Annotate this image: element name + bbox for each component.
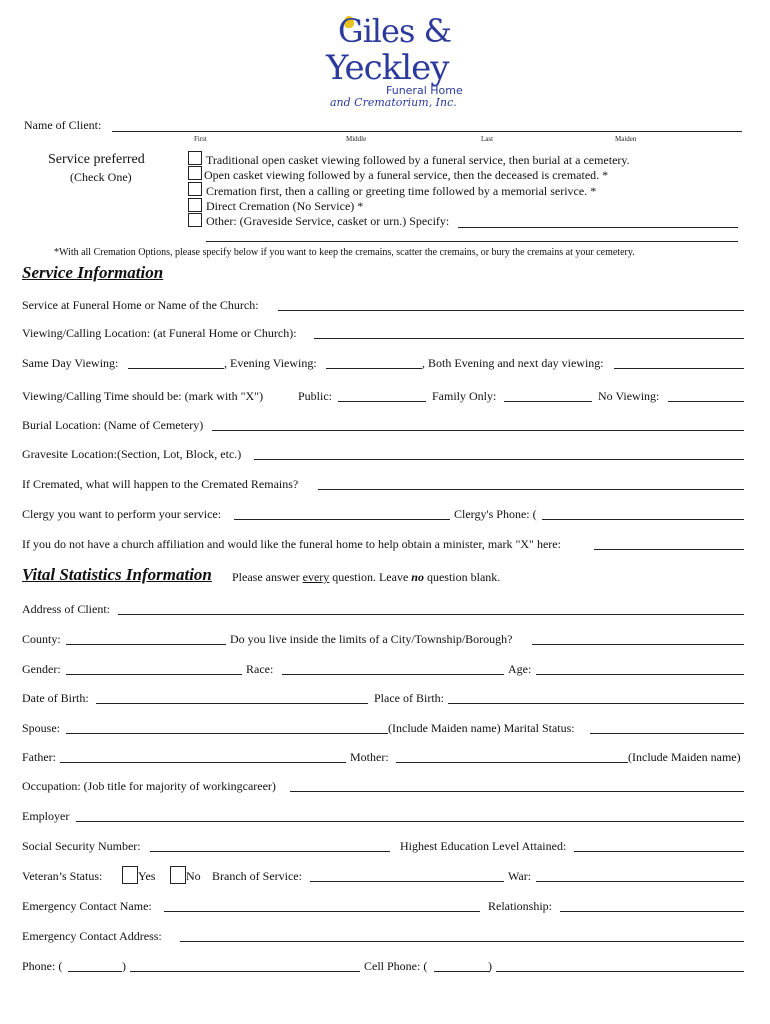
age-field[interactable] [536, 674, 744, 675]
veteran-yes-checkbox[interactable] [122, 866, 138, 884]
county-label: County: [22, 632, 61, 646]
race-field[interactable] [282, 674, 504, 675]
inside-limits-label: Do you live inside the limits of a City/Township/Borough? [230, 632, 513, 646]
pob-field[interactable] [448, 703, 744, 704]
emergency-name-field[interactable] [164, 911, 480, 912]
father-label: Father: [22, 750, 56, 764]
logo-line-1: Giles & [338, 12, 452, 50]
education-field[interactable] [574, 851, 744, 852]
instr-part-3: question blank. [426, 570, 501, 584]
cell-field[interactable] [496, 971, 744, 972]
inside-limits-field[interactable] [532, 644, 744, 645]
mother-label: Mother: [350, 750, 389, 764]
calling-location-label: Viewing/Calling Location: (at Funeral Home or Church): [22, 326, 297, 340]
both-label: , Both Evening and next day viewing: [422, 356, 604, 370]
emergency-address-label: Emergency Contact Address: [22, 929, 162, 943]
dob-label: Date of Birth: [22, 691, 89, 705]
ssn-field[interactable] [150, 851, 390, 852]
spouse-note: (Include Maiden name) Marital Status: [388, 721, 575, 735]
cremated-label: If Cremated, what will happen to the Cremated Remains? [22, 477, 299, 491]
clergy-field[interactable] [234, 519, 450, 520]
war-field[interactable] [536, 881, 744, 882]
veteran-label: Veteran’s Status: [22, 869, 103, 883]
employer-field[interactable] [76, 821, 744, 822]
emergency-address-field[interactable] [180, 941, 744, 942]
phone-area-field[interactable] [68, 971, 122, 972]
service-option-4-checkbox[interactable] [188, 198, 202, 212]
evening-field[interactable] [326, 368, 422, 369]
spouse-field[interactable] [66, 733, 388, 734]
branch-label: Branch of Service: [212, 869, 302, 883]
church-field[interactable] [594, 549, 744, 550]
service-option-5-checkbox[interactable] [188, 213, 202, 227]
first-caption: First [194, 135, 207, 143]
race-label: Race: [246, 662, 274, 676]
cremation-note: *With all Cremation Options, please specify below if you want to keep the cremains, scatter the cremains, or bury the cremains at your cemetery. [54, 247, 635, 258]
gravesite-field[interactable] [254, 459, 744, 460]
ssn-label: Social Security Number: [22, 839, 141, 853]
both-field[interactable] [614, 368, 744, 369]
family-only-field[interactable] [504, 401, 592, 402]
same-day-field[interactable] [128, 368, 224, 369]
instr-part-1: Please answer [232, 570, 300, 584]
address-label: Address of Client: [22, 602, 110, 616]
family-only-label: Family Only: [432, 389, 497, 403]
funeral-home-label: Service at Funeral Home or Name of the Church: [22, 298, 259, 312]
service-option-2-label: Open casket viewing followed by a funeral service, then the deceased is cremated. * [204, 168, 609, 182]
relationship-label: Relationship: [488, 899, 552, 913]
logo-line-2: Yeckley [326, 48, 449, 88]
gender-label: Gender: [22, 662, 61, 676]
marital-status-field[interactable] [590, 733, 744, 734]
service-option-2-checkbox[interactable] [188, 166, 202, 180]
service-option-4-label: Direct Cremation (No Service) * [206, 199, 364, 213]
cremated-field[interactable] [318, 489, 744, 490]
service-preferred-subtitle: (Check One) [70, 170, 132, 184]
service-option-1-checkbox[interactable] [188, 151, 202, 165]
phone-close: ) [122, 959, 126, 973]
instr-every: every [302, 570, 330, 584]
clergy-label: Clergy you want to perform your service: [22, 507, 222, 521]
pob-label: Place of Birth: [374, 691, 444, 705]
instr-no: no [411, 570, 424, 584]
dob-field[interactable] [96, 703, 368, 704]
service-option-1-label: Traditional open casket viewing followed by a funeral service, then burial at a cemetery. [206, 153, 630, 167]
service-option-3-label: Cremation first, then a calling or greeting time followed by a memorial serivce. * [206, 184, 597, 198]
age-label: Age: [508, 662, 532, 676]
vital-title: Vital Statistics Information [22, 565, 212, 584]
logo-line-3: Funeral Home [386, 84, 463, 97]
service-option-5-label: Other: (Graveside Service, casket or urn.) Specify: [206, 214, 450, 228]
client-name-label: Name of Client: [24, 118, 102, 132]
logo-line-4: and Crematorium, Inc. [330, 96, 457, 109]
maiden-caption: Maiden [615, 135, 637, 143]
no-viewing-label: No Viewing: [598, 389, 660, 403]
instr-part-2: question. Leave [332, 570, 409, 584]
gender-field[interactable] [66, 674, 242, 675]
burial-field[interactable] [212, 430, 744, 431]
client-name-field[interactable] [112, 131, 742, 132]
service-other-field-2[interactable] [206, 241, 738, 242]
calling-location-field[interactable] [314, 338, 744, 339]
phone-label: Phone: ( [22, 959, 63, 973]
last-caption: Last [481, 135, 494, 143]
middle-caption: Middle [346, 135, 367, 143]
clergy-phone-field[interactable] [542, 519, 744, 520]
relationship-field[interactable] [560, 911, 744, 912]
funeral-home-field[interactable] [278, 310, 744, 311]
county-field[interactable] [66, 644, 226, 645]
employer-label: Employer [22, 809, 70, 823]
evening-label: , Evening Viewing: [224, 356, 317, 370]
cell-label: Cell Phone: ( [364, 959, 428, 973]
emergency-name-label: Emergency Contact Name: [22, 899, 152, 913]
cell-area-field[interactable] [434, 971, 490, 972]
cell-close: ) [488, 959, 492, 973]
occupation-label: Occupation: (Job title for majority of workingcareer) [22, 779, 276, 793]
service-info-title: Service Information [22, 263, 164, 282]
mother-note: (Include Maiden name) [628, 750, 741, 764]
no-viewing-field[interactable] [668, 401, 744, 402]
phone-field[interactable] [130, 971, 360, 972]
father-field[interactable] [60, 762, 346, 763]
occupation-field[interactable] [290, 791, 744, 792]
public-label: Public: [298, 389, 333, 403]
education-label: Highest Education Level Attained: [400, 839, 567, 853]
calling-time-label: Viewing/Calling Time should be: (mark with "X") [22, 389, 264, 403]
service-option-3-checkbox[interactable] [188, 182, 202, 196]
veteran-yes-label: Yes [138, 869, 156, 883]
service-preferred-title: Service preferred [48, 152, 145, 167]
public-field[interactable] [338, 401, 426, 402]
spouse-label: Spouse: [22, 721, 61, 735]
gravesite-label: Gravesite Location:(Section, Lot, Block, etc.) [22, 447, 242, 461]
war-label: War: [508, 869, 532, 883]
address-field[interactable] [118, 614, 744, 615]
burial-label: Burial Location: (Name of Cemetery) [22, 418, 204, 432]
church-label: If you do not have a church affiliation and would like the funeral home to help obtain a minister, mark "X" here: [22, 537, 561, 551]
veteran-no-label: No [186, 869, 201, 883]
vital-instructions [232, 570, 500, 585]
clergy-phone-label: Clergy's Phone: ( [454, 507, 537, 521]
same-day-label: Same Day Viewing: [22, 356, 119, 370]
service-other-field[interactable] [458, 227, 738, 228]
veteran-no-checkbox[interactable] [170, 866, 186, 884]
branch-field[interactable] [310, 881, 504, 882]
mother-field[interactable] [396, 762, 628, 763]
